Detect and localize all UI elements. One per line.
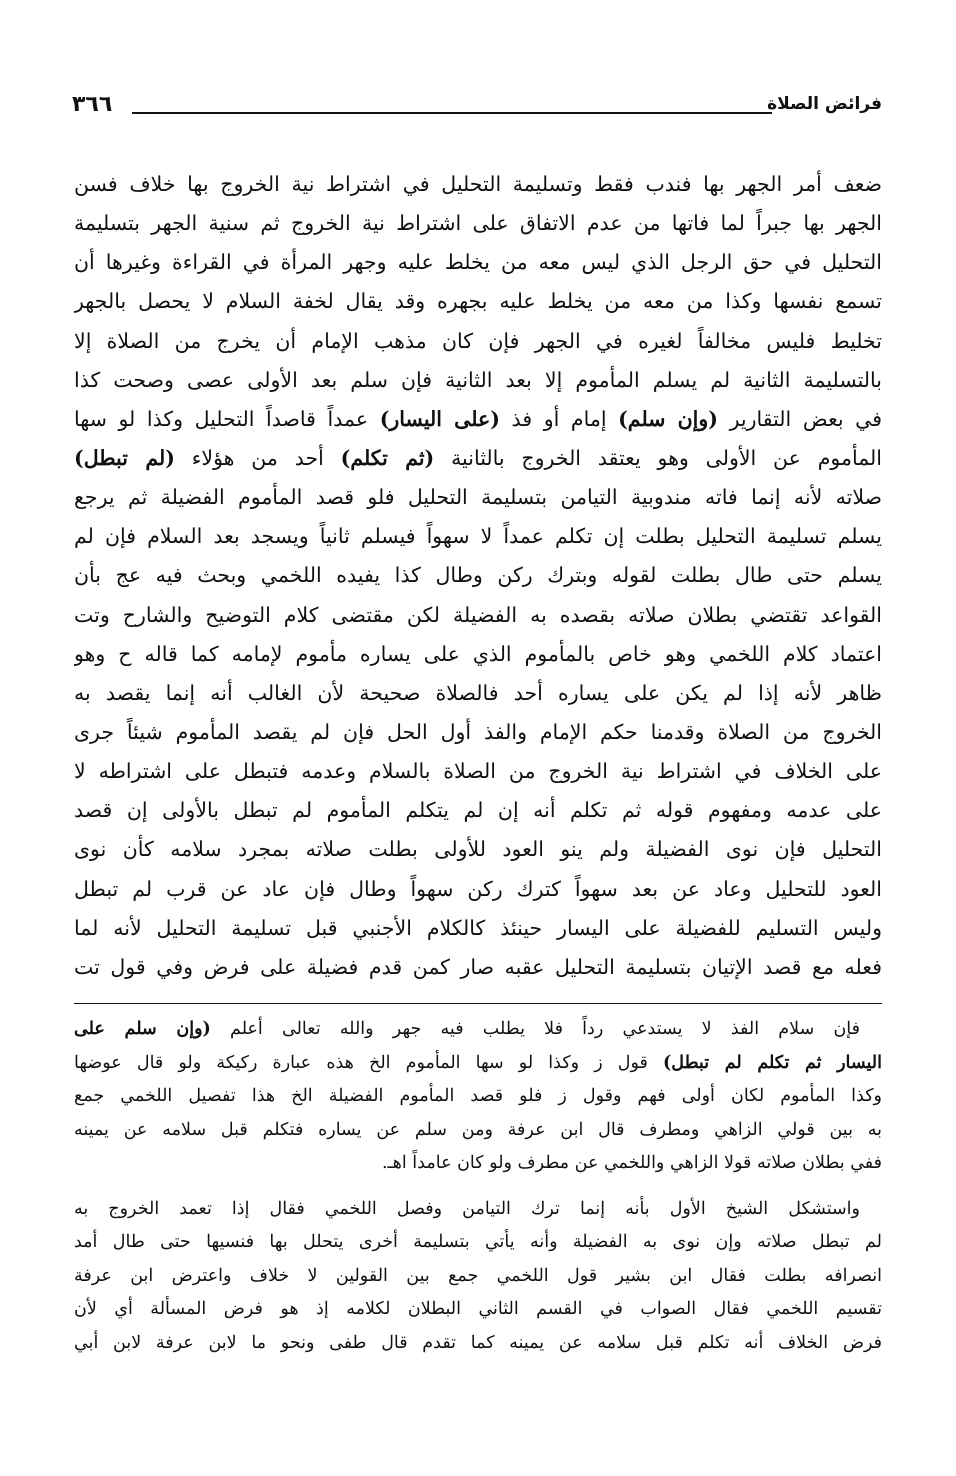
text-line — [74, 282, 882, 321]
text-segment: العود للتحليل وعاد عن بعد سهواً كترك ركن سهواً وطال فإن عاد عن قرب لم تبطل — [74, 876, 882, 901]
text-segment: أحد من هؤلاء — [174, 445, 341, 470]
text-segment: اعتماد كلام اللخمي وهو خاص بالمأموم الذي على يساره مأموم لإمامه كما قاله ح وهو — [74, 641, 882, 666]
text-line — [74, 1293, 882, 1327]
text-segment: لم تبطل صلاته وإن نوى به الفضيلة وأنه يأتي بتسليمة أخرى يتحلل بها فنسيها حتى طال أمد — [74, 1232, 882, 1252]
text-segment: عمداً قاصداً التحليل وكذا لو سها — [74, 406, 380, 431]
text-line — [74, 322, 882, 361]
page-number: ٣٦٦ — [72, 92, 113, 117]
text-segment: تسمع نفسها وكذا من معه من يخلط عليه بجهره وقد يقال لخفة السلام لا يحصل بالجهر — [74, 289, 882, 314]
text-segment: الجهر بها جبراً لما فاتها من عدم الاتفاق على اشتراط نية الخروج ثم سنية الجهر بتسليمة — [74, 211, 882, 236]
text-line — [74, 1013, 882, 1047]
bold-matn-text: (وإن سلم على — [74, 1019, 211, 1039]
text-segment: وكذا المأموم لكان أولى فهم وقول ز فلو قصد المأموم الفضيلة الخ هذا تفصيل اللخمي جمع — [74, 1086, 882, 1106]
text-segment: فعله مع قصد الإتيان بتسليمة التحليل عقبه صار كمن قدم فضيلة على فرض وفي قول تت — [74, 954, 882, 979]
text-line — [74, 400, 882, 439]
text-segment: إمام أو فذ — [499, 406, 619, 431]
text-line — [74, 635, 882, 674]
text-line — [74, 596, 882, 635]
text-line — [74, 1147, 882, 1181]
running-header — [72, 92, 882, 122]
text-line — [74, 674, 882, 713]
text-line — [74, 1047, 882, 1081]
text-segment: تقسيم اللخمي فقال الصواب في القسم الثاني البطلان لكلامه إذ هو فرض المسألة أي لأن — [74, 1299, 882, 1319]
text-line — [74, 1226, 882, 1260]
text-line — [74, 830, 882, 869]
text-line — [74, 517, 882, 556]
bold-matn-text: (لم تبطل) — [74, 445, 175, 470]
text-segment: القواعد تقتضي بطلان صلاته بقصده به الفضيلة لكن مقتضى كلام التوضيح والشارح وتت — [74, 602, 882, 627]
text-segment: على عدمه ومفهوم قوله ثم تكلم أنه إن لم يتكلم المأموم لم تبطل بالأولى إن قصد — [74, 798, 882, 823]
text-line — [74, 948, 882, 987]
text-line — [74, 1193, 882, 1227]
text-line — [74, 1327, 882, 1361]
text-line — [74, 165, 882, 204]
bold-matn-text: (ثم تكلم) — [340, 445, 435, 470]
text-segment: على الخلاف في اشتراط نية الخروج من الصلاة بالسلام وعدمه فتبطل على اشتراطه لا — [74, 759, 882, 784]
text-segment: وليس التسليم للفضيلة على اليسار حينئذ كالكلام الأجنبي قبل تسليمة التحليل لأنه لما — [74, 915, 882, 940]
text-segment: ظاهر لأنه إذا لم يكن على يساره أحد فالصلاة صحيحة لأن الغالب أنه إنما يقصد به — [74, 680, 882, 705]
text-segment: صلاته لأنه إنما فاته مندوبية التيامن بتسليمة التحليل فلو قصد المأموم الفضيلة ثم يرجع — [74, 485, 882, 510]
text-segment: ففي بطلان صلاته قولا الزاهي واللخمي عن مطرف ولو كان عامداً اهـ. — [381, 1153, 882, 1173]
text-segment: الخروج من الصلاة وقدمنا حكم الإمام والفذ أول الحل فإن لم يقصد المأموم شيئاً جرى — [74, 719, 882, 744]
text-segment: التحليل فإن نوى الفضيلة ولم ينو العود للأولى بطلت صلاته بمجرد سلامه كأن نوى — [74, 837, 882, 862]
text-line — [74, 1260, 882, 1294]
text-segment: المأموم عن الأولى وهو يعتقد الخروج بالثانية — [434, 445, 882, 470]
text-segment: في بعض التقارير — [717, 406, 882, 431]
text-line — [74, 204, 882, 243]
main-text — [74, 165, 882, 987]
text-segment: بالتسليمة الثانية لم يسلم المأموم إلا بعد الثانية فإن سلم بعد الأولى عصى وصحت كذا — [74, 367, 882, 392]
text-line — [74, 439, 882, 478]
text-line — [74, 791, 882, 830]
text-line — [74, 752, 882, 791]
paragraph-gap — [74, 1181, 882, 1193]
text-line — [74, 361, 882, 400]
bold-matn-text: اليسار ثم تكلم لم تبطل) — [663, 1052, 882, 1073]
text-segment: يسلم حتى طال بطلت لقوله وبترك ركن وطال كذا يفيده اللخمي وبحث فيه عج بأن — [74, 563, 882, 588]
text-line — [74, 243, 882, 282]
text-segment: انصرافه بطلت فقال ابن بشير قول اللخمي جمع بين القولين لا خلاف واعترض ابن عرفة — [74, 1265, 882, 1286]
text-segment: قول ز وكذا لو سها المأموم الخ هذه عبارة ركيكة ولو قال عوضها — [74, 1052, 664, 1073]
text-line — [74, 909, 882, 948]
text-line — [74, 713, 882, 752]
text-segment: ضعف أمر الجهر بها فندب فقط وتسليمة التحليل في اشتراط نية الخروج بها خلاف فسن — [74, 172, 882, 196]
text-line — [74, 478, 882, 517]
text-segment: تخليط فليس مخالفاً لغيره في الجهر فإن كان مذهب الإمام أن يخرج من الصلاة إلا — [74, 328, 882, 353]
text-segment: به بين قولي الزاهي ومطرف قال ابن عرفة ومن سلم عن يساره فتكلم قبل سلامه عن يمينه — [74, 1119, 882, 1140]
text-segment: واستشكل الشيخ الأول بأنه إنما ترك التيامن وفصل اللخمي فقال إذا تعمد الخروج به — [74, 1198, 860, 1219]
text-line — [74, 1080, 882, 1114]
text-line — [74, 556, 882, 595]
chapter-title: فرائض الصلاة — [767, 94, 882, 114]
footnotes — [74, 1013, 882, 1360]
text-line — [74, 1114, 882, 1148]
text-line — [74, 870, 882, 909]
text-segment: فرض الخلاف أنه تكلم قبل سلامه عن يمينه كما تقدم قال طفى ونحو ما لابن عرفة لابن أبي — [74, 1332, 882, 1353]
text-segment: فإن سلام الفذ لا يستدعي رداً فلا يطلب فيه جهر والله تعالى أعلم — [210, 1019, 860, 1039]
bold-matn-text: (وإن سلم) — [618, 406, 718, 431]
bold-matn-text: (على اليسار) — [379, 406, 500, 431]
text-segment: التحليل في حق الرجل الذي ليس معه من يخلط عليه وجهر المرأة في القراءة وغيرها أن — [74, 250, 882, 275]
text-segment: يسلم تسليمة التحليل بطلت إن تكلم عمداً لا سهواً فيسلم ثانياً ويسجد بعد السلام فإن لم — [74, 524, 882, 549]
header-rule — [132, 112, 772, 114]
footnote-separator — [74, 1003, 882, 1004]
